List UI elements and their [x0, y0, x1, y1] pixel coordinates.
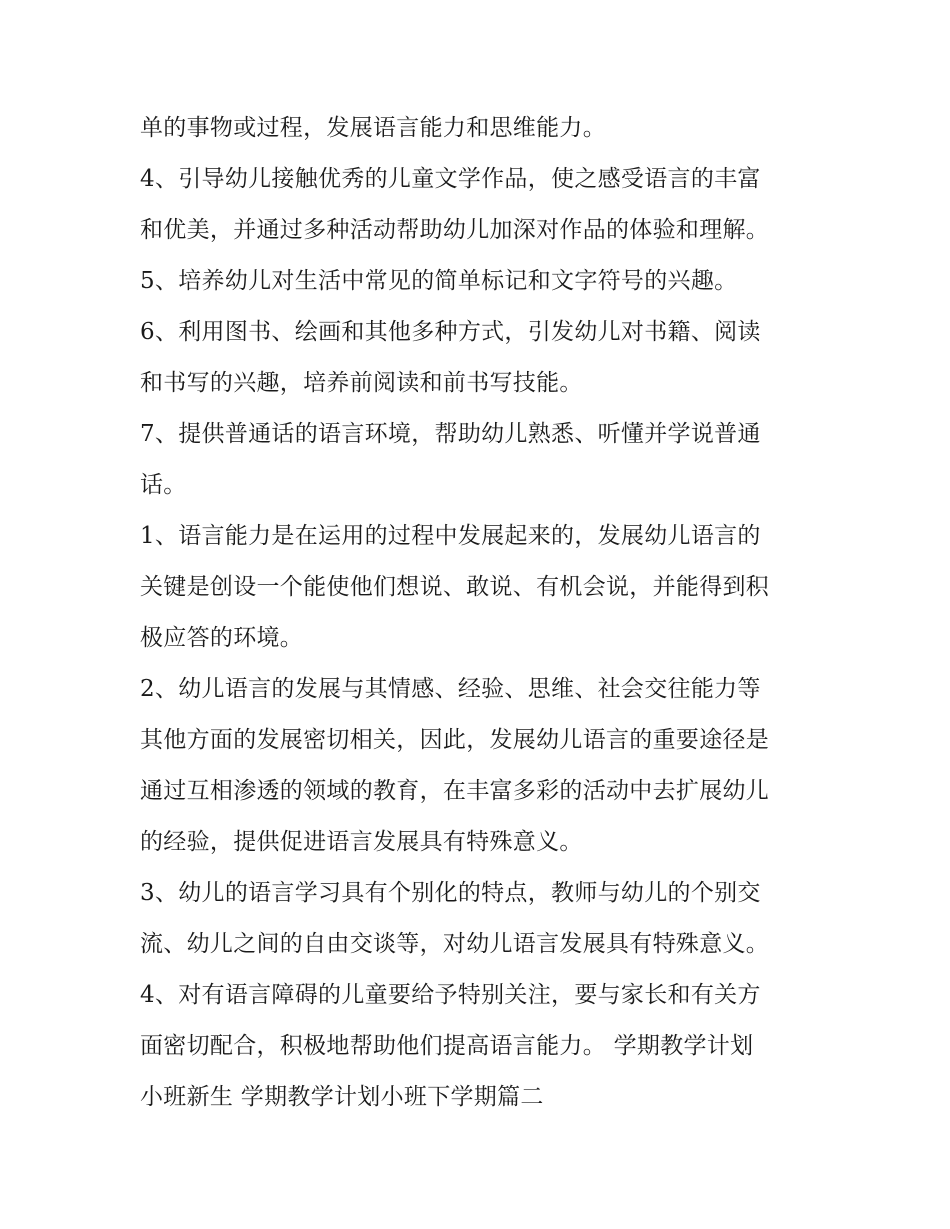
text-line: 流、幼儿之间的自由交谈等，对幼儿语言发展具有特殊意义。 [140, 931, 770, 957]
text-line: 3、幼儿的语言学习具有个别化的特点，教师与幼儿的个别交 [140, 880, 761, 906]
text-line: 和优美，并通过多种活动帮助幼儿加深对作品的体验和理解。 [140, 217, 770, 243]
text-line: 2、幼儿语言的发展与其情感、经验、思维、社会交往能力等 [140, 676, 761, 702]
text-line: 面密切配合，积极地帮助他们提高语言能力。 学期教学计划 [140, 1033, 754, 1059]
text-line: 小班新生 学期教学计划小班下学期篇二 [140, 1084, 544, 1110]
text-line: 6、利用图书、绘画和其他多种方式，引发幼儿对书籍、阅读 [140, 319, 761, 345]
text-line: 话。 [140, 472, 187, 498]
text-line: 单的事物或过程，发展语言能力和思维能力。 [140, 115, 606, 141]
text-line: 1、语言能力是在运用的过程中发展起来的，发展幼儿语言的 [140, 523, 761, 549]
text-line: 4、对有语言障碍的儿童要给予特别关注，要与家长和有关方 [140, 982, 761, 1008]
text-line: 7、提供普通话的语言环境，帮助幼儿熟悉、听懂并学说普通 [140, 421, 761, 447]
document-body [140, 103, 830, 1123]
text-line: 和书写的兴趣，培养前阅读和前书写技能。 [140, 370, 583, 396]
text-line: 4、引导幼儿接触优秀的儿童文学作品，使之感受语言的丰富 [140, 166, 761, 192]
text-line: 通过互相渗透的领域的教育，在丰富多彩的活动中去扩展幼儿 [140, 778, 770, 804]
text-line: 的经验，提供促进语言发展具有特殊意义。 [140, 829, 583, 855]
text-line: 极应答的环境。 [140, 625, 304, 651]
text-line: 5、培养幼儿对生活中常见的简单标记和文字符号的兴趣。 [140, 268, 738, 294]
text-line: 其他方面的发展密切相关，因此，发展幼儿语言的重要途径是 [140, 727, 770, 753]
text-line: 关键是创设一个能使他们想说、敢说、有机会说，并能得到积 [140, 574, 770, 600]
